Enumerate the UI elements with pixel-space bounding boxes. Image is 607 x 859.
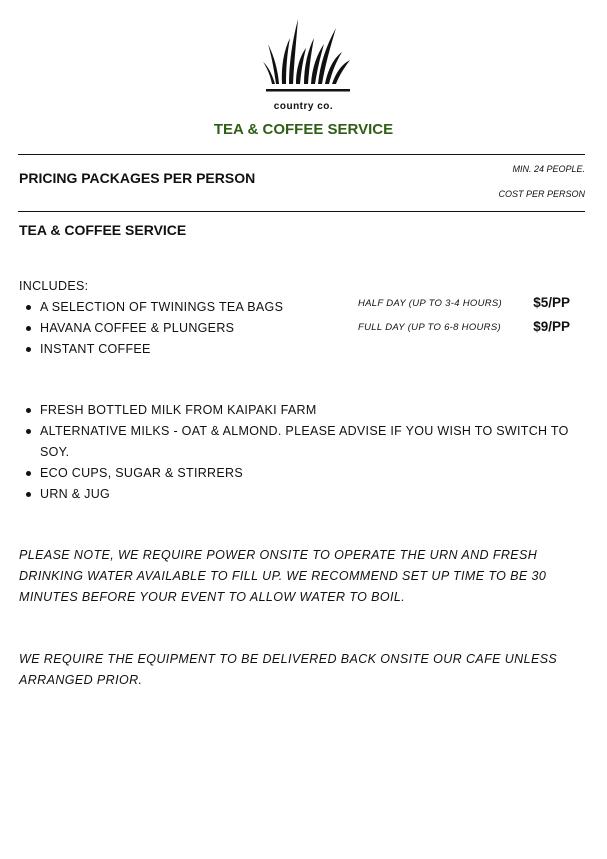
list-item: FRESH BOTTLED MILK FROM KAIPAKI FARM [19, 400, 574, 421]
list-item: ECO CUPS, SUGAR & STIRRERS [19, 463, 574, 484]
pricing-heading: PRICING PACKAGES PER PERSON [19, 170, 256, 186]
divider-bottom [18, 211, 585, 212]
package-label: HALF DAY (UP TO 3-4 HOURS) [358, 298, 502, 309]
service-heading: TEA & COFFEE SERVICE [19, 222, 187, 238]
package-price: $9/PP [533, 319, 570, 334]
page-title: TEA & COFFEE SERVICE [213, 121, 394, 138]
min-people-note: MIN. 24 PEOPLE. [512, 164, 585, 174]
list-item: HAVANA COFFEE & PLUNGERS [19, 318, 349, 339]
brand-name: country co. [273, 101, 334, 112]
package-half-day [358, 295, 570, 313]
divider-top [18, 154, 585, 155]
cost-per-person-label: COST PER PERSON [498, 189, 585, 199]
return-note: WE REQUIRE THE EQUIPMENT TO BE DELIVERED BACK ONSITE OUR CAFE UNLESS ARRANGED PRIOR. [19, 652, 558, 687]
package-label: FULL DAY (UP TO 6-8 HOURS) [358, 322, 501, 333]
list-item: INSTANT COFFEE [19, 339, 349, 360]
package-full-day [358, 319, 570, 337]
included-items-list [19, 297, 349, 360]
additional-items-list [19, 400, 574, 505]
list-item: A SELECTION OF TWININGS TEA BAGS [19, 297, 349, 318]
grass-logo-icon [262, 14, 354, 100]
power-note: PLEASE NOTE, WE REQUIRE POWER ONSITE TO OPERATE THE URN AND FRESH DRINKING WATER AVAILABLE TO FILL UP. WE RECOMMEND SET UP TIME TO BE 30 MINUTES BEFORE YOUR EVENT TO ALLOW WATER TO BOIL. [19, 548, 547, 604]
package-price: $5/PP [533, 295, 570, 310]
list-item: URN & JUG [19, 484, 574, 505]
list-item: ALTERNATIVE MILKS - OAT & ALMOND. PLEASE ADVISE IF YOU WISH TO SWITCH TO SOY. [19, 421, 574, 463]
includes-label: INCLUDES: [19, 279, 89, 293]
